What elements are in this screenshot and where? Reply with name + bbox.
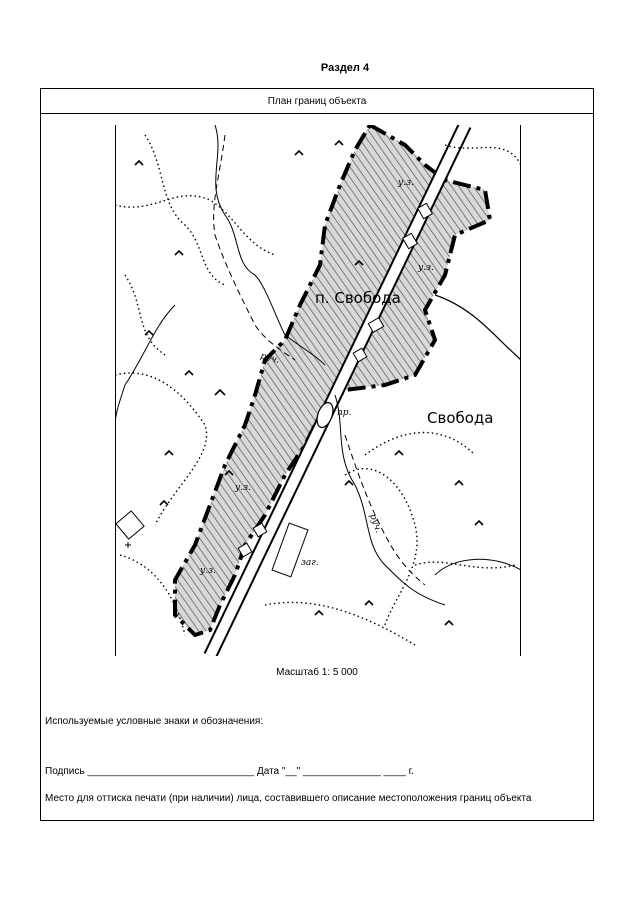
- map-label-area: Свобода: [427, 409, 494, 427]
- stamp-place-text: Место для оттиска печати (при наличии) лица, составившего описание местоположения границ объекта: [45, 793, 532, 804]
- map-label-u3-4: у.з.: [200, 566, 216, 576]
- map-scale: Масштаб 1: 5 000: [276, 667, 358, 678]
- track-line: [214, 135, 295, 360]
- map-label-stream-2: руч.: [367, 512, 384, 535]
- document-frame: [40, 88, 594, 821]
- map-label-stream-1: руч.: [259, 351, 281, 366]
- legend-heading: Используемые условные знаки и обозначения:: [45, 716, 264, 727]
- map-label-u3-1: у.з.: [398, 178, 414, 188]
- map-label-settlement: п. Свобода: [315, 289, 401, 307]
- frame-header: План границ объекта: [41, 89, 593, 114]
- boundary-map: [115, 125, 521, 656]
- map-label-u3-2: у.з.: [418, 263, 434, 273]
- signature-line: Подпись ______________________________ Дата "__" ______________ ____ г.: [45, 766, 414, 777]
- map-label-u3-3: у.з.: [235, 483, 251, 493]
- grid-crosses: [116, 511, 144, 548]
- settlement-territory: [175, 125, 490, 635]
- map-label-zag: заг.: [301, 558, 319, 568]
- map-label-pr: пр.: [337, 408, 352, 418]
- section-title: Раздел 4: [320, 62, 370, 74]
